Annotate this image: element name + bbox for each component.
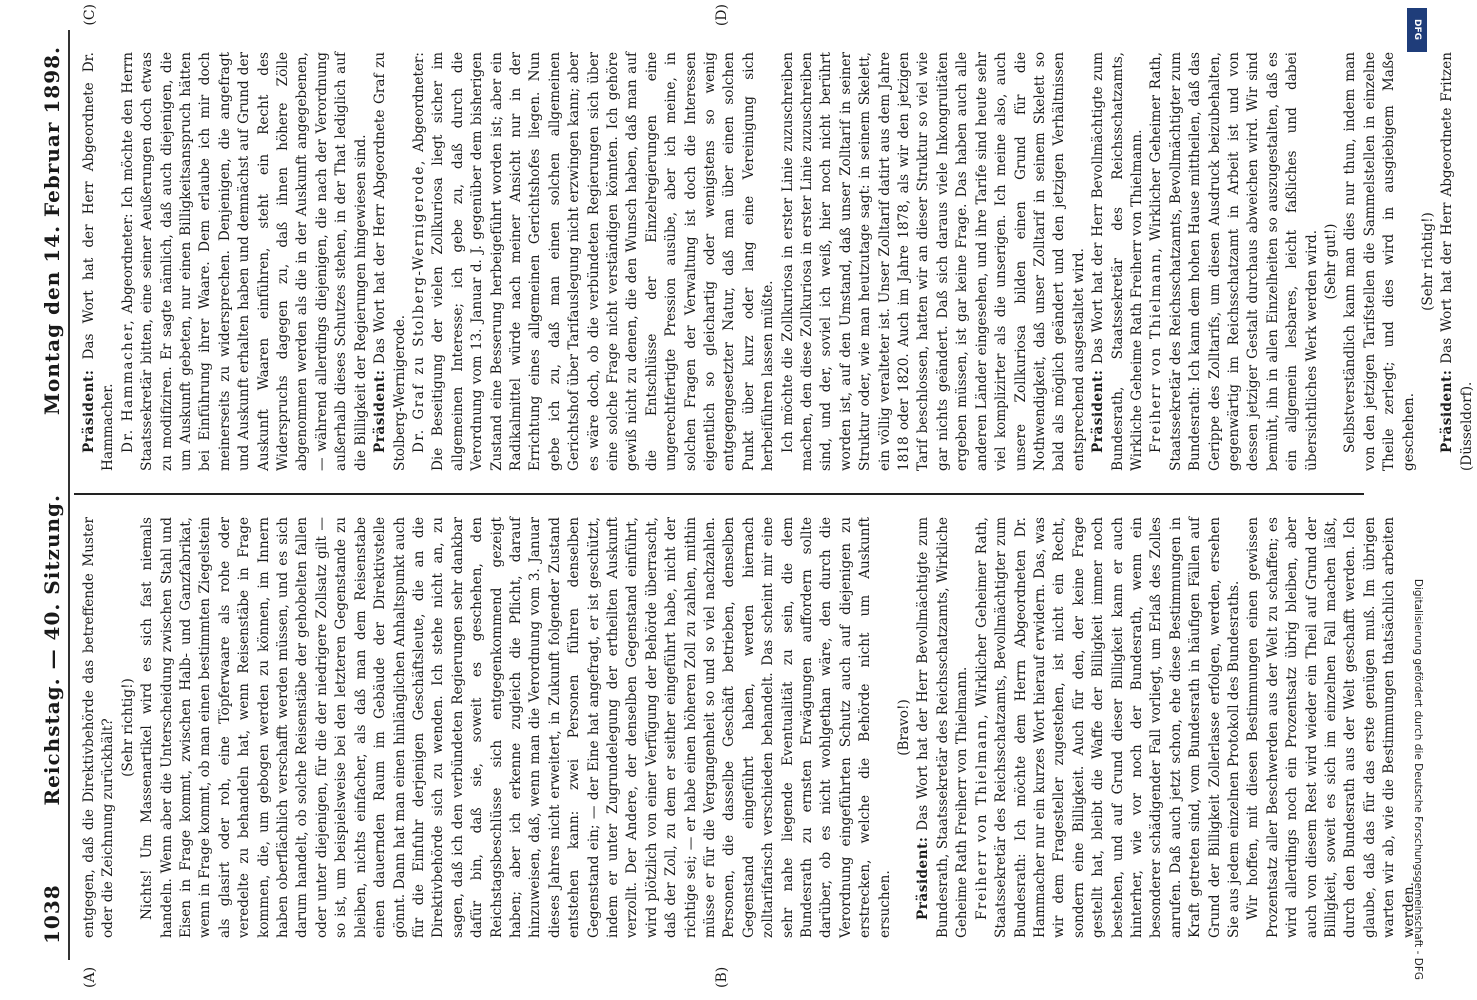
paragraph — [1089, 52, 1147, 471]
paragraph — [371, 52, 410, 471]
margin-letter-b: (B) — [714, 966, 730, 988]
margin-letter-a: (A) — [82, 966, 98, 988]
paragraph-text: Das Wort hat der Herr Abgeordnete Graf zu Stolberg-Wernigerode. — [372, 52, 408, 471]
paragraph: Selbstverständlich kann man dies nur thun, indem man von den jetzigen Tarifstellen die Sammelstellen in einzelne Theile zerlegt; und dies wird in ausgiebigem Maße geschehen. — [1342, 52, 1417, 471]
digitization-credit — [1404, 0, 1432, 1000]
paragraph: Wir hoffen, mit diesen Bestimmungen einen gewissen Prozentsatz aller Beschwerden aus der Welt zu schaffen; es wird allerdings noch ein Prozentsatz übrig bleiben, aber auch von diesem Rest wird wieder ein Theil auf Grund der Billigkeit, soweit es sich im einzelnen Fall machen läßt, durch den Bundesrath aus der Welt geschafft werden. Ich glaube, daß das für das erste genügen muß. Im übrigen warten wir ab, wie die Bestimmungen thatsächlich arbeiten werden. — [1245, 517, 1417, 938]
paragraph — [80, 52, 119, 471]
paragraph — [410, 52, 779, 471]
speaker-label: Präsident: — [81, 369, 97, 453]
speaker-label: Präsident: — [1439, 369, 1456, 453]
paragraph — [914, 517, 972, 938]
remark: (Sehr gut!) — [1323, 223, 1339, 300]
paragraph-text: Das Wort hat der Herr Abgeordnete Dr. Hammacher. — [81, 52, 117, 471]
session-date: Montag den 14. Februar 1898. — [40, 46, 64, 416]
paragraph-text: Wirklicher Geheimer Rath, Staatssekretär des Reichsschatzamts, Bevollmächtigter zum Bundesrath: Ich kann dem hohen Hause mittheilen, daß das Gerippe des Zolltarifs, um diesen Ausdruck beizubehalten, gegenwärtig im Reichsschatzamt in Arbeit ist und von dessen jetziger Gestalt durchaus abweichen wird. Wir sind bemüht, ihn in allen Einzelheiten so auszugestalten, daß es ein allgemein lesbares, leicht faßliches und dabei übersichtliches Werk werden wird. — [1148, 52, 1320, 471]
remark: (Sehr richtig!) — [119, 678, 136, 777]
left-column — [74, 495, 1417, 960]
session-title: Reichstag. — 40. Sitzung. — [40, 494, 64, 806]
paragraph-text: Abgeordneter: Die Beseitigung der vielen Zollkuriosa liegt sicher im allgemeinen Interesse; ich gebe zu, daß durch die Verordnung vom 13. Januar d. J. gegenüber dem bisherigen Zustand eine Besserung herbeigeführt worden ist; aber ein Radikalmittel würde nach meiner Ansicht nur in der Errichtung eines allgemeinen Gerichtshofes liegen. Nun gebe ich zu, daß man einen solchen allgemeinen Gerichtshof über Tarifauslegung nicht erzwingen kann; aber es wäre doch, ob die verbündeten Regierungen sich über eine solche Frage nicht verständigen könnten. Ich gehöre gewiß nicht zu denen, die den Wunsch haben, daß man auf die Entschlüsse der Einzelregierungen eine ungerechtfertigte Pression ausübe, aber ich meine, in solchen Fragen der Verwaltung ist doch die Interessen eigentlich so gleichartig oder wenigstens so wenig entgegengesetzter Natur, daß man über einen solchen Punkt über kurz oder lang eine Vereinigung sich herbeiführen lassen müßte. — [410, 52, 777, 471]
speaker-label: Präsident: — [1090, 369, 1107, 453]
speaker-name: Dr. Hammacher, — [119, 318, 136, 453]
remark: (Sehr richtig!) — [1420, 212, 1437, 311]
remark: (Bravo!) — [896, 699, 913, 756]
paragraph: entgegen, daß die Direktivbehörde das betreffende Muster oder die Zeichnung zurückhält? — [81, 517, 117, 938]
paragraph — [119, 52, 371, 471]
paragraph-text: Das Wort hat der Herr Abgeordnete Fritzen (Düsseldorf). — [1439, 52, 1475, 471]
speaker-name: Freiherr von Thielmann, — [973, 712, 990, 920]
paragraph — [1147, 52, 1322, 471]
speaker-label: Präsident: — [915, 836, 932, 920]
margin-letter-d: (D) — [714, 4, 730, 27]
paragraph-text: Das Wort hat der Herr Bevollmächtigte zum Bundesrath, Staatssekretär des Reichsschatzamts, Wirkliche Geheime Rath Freiherr von Thielmann. — [1090, 52, 1145, 471]
dfg-logo: DFG — [1407, 8, 1427, 52]
speaker-name: Dr. Graf zu Stolberg-Wernigerode, — [410, 159, 427, 453]
page-number: 1038 — [40, 884, 64, 944]
speaker-label: Präsident: — [372, 369, 389, 453]
paragraph: Nichts! Um Massenartikel wird es sich fast niemals handeln. Wenn aber die Unterscheidung zwischen Stahl und Eisen in Frage kommt, zwischen Halb- und Ganzfabrikat, wenn in Frage kommt, ob man einen bestimmten Ziegelstein als glasirt oder roh, eine Töpferwaare als rohe oder veredelte zu behandeln hat, wenn Reisenstäbe in Frage kommen, die, um gebogen werden zu können, im Innern haben oberflächlich verschafft werden müssen, und es sich darum handelt, ob solche Reisenstäbe der gehobelten fallen oder unter diejenigen, für die der niedrigere Zollsatz gilt — so ist, um beispielsweise bei den letzteren Gegenstande zu bleiben, nichts einfacher, als daß man dem Reisenstabe einen dauernden Raum im Gebäude der Direktivstelle gönnt. Dann hat man einen hinlänglichen Anhaltspunkt auch für die Einfuhr derjenigen Geschäftsleute, die an die Direktivbehörde sich zu wenden. Ich stehe nicht an, zu sagen, daß ich den verbündeten Regierungen sehr dankbar dafür bin, daß sie, soweit es geschehen, den Reichstagsbeschlüsse sich entgegenkommend gezeigt haben; aber ich erkenne zugleich die Pflicht, darauf hinzuweisen, daß, wenn man die Verordnung vom 3. Januar dieses Jahres nicht erweitert, in Zukunft folgender Zustand entstehen kann: zwei Personen führen denselben Gegenstand ein; — der Eine hat angefragt, er ist geschützt, indem er unter Zugrundelegung der ertheilten Auskunft verzollt. Der Andere, der denselben Gegenstand einführt, wird plötzlich von einer Verfügung der Behörde überrascht, daß der Zoll, zu dem er seither eingeführt habe, nicht der richtige sei; — er habe einen höheren Zoll zu zahlen, mithin müsse er für die Vergangenheit so und so viel nachzahlen. Personen, die dasselbe Geschäft betrieben, denselben Gegenstand eingeführt haben, werden hiernach zolltarifarisch verschieden behandelt. Das scheint mir eine sehr nahe liegende Eventualität zu sein, die dem Bundesrath zu ernsten Erwägungen auffordern sollte darüber, ob es nicht wohlgethan wäre, den durch die Verordnung eingeführten Schutz auch auf diejenigen zu erstrecken, welche die Behörde nicht um Auskunft ersuchen. — [139, 517, 893, 938]
paragraph: Ich möchte die Zollkuriosa in erster Linie zuzuschreiben machen, den diese Zollkuriosa in erster Linie zuzuschreiben sind, und der, soviel ich weiß, hier noch nicht berührt worden ist, auf den Umstand, daß unser Zolltarif in seiner Struktur oder, wie man heutzutage sagt: in seinem Skelett, ein völlig veralteter ist. Unser Zolltarif datirt aus dem Jahre 1818 oder 1820. Auch im Jahre 1878, als wir den jetzigen Tarif beschlossen, hatten wir an dieser Struktur so viel wie gar nichts geändert. Daß sich daraus viele Inkongruitäten ergeben müssen, ist gar keine Frage. Das haben auch alle anderen Länder eingesehen, und ihre Tarife sind heute sehr viel komplizirter als die unserigen. Ich meine also, auch unsere Zollkuriosa bilden einen Grund für die Nothwendigkeit, daß unser Zolltarif in seinem Skelett so bald als möglich geändert und den jetzigen Verhältnissen entsprechend ausgestaltet wird. — [779, 52, 1087, 471]
paragraph — [1438, 52, 1477, 471]
paragraph-text: Wirklicher Geheimer Rath, Staatssekretär des Reichsschatzamts, Bevollmächtigter zum Bundesrath: Ich möchte dem Herrn Abgeordneten Dr. Hammacher nur ein kurzes Wort hierauf erwidern. Das, was wir dem Fragesteller zugestehen, ist nicht ein Recht, sondern eine Billigkeit. Auch für den, der keine Frage gestellt hat, bleibt die Waffe der Billigkeit immer noch bestehen, und auf Grund dieser Billigkeit kann er auch hinterher, wie vor noch der Bundesrath, wenn ein besonderer schädigender Fall vorliegt, um Erlaß des Zolles anrufen. Daß auch jetzt schon, ehe diese Bestimmungen in Kraft getreten sind, vom Bundesrath in häufigen Fällen auf Grund der Billigkeit Zollerlasse erfolgen, werden, ersehen Sie aus jedem einzelnen Protokoll des Bundesraths. — [973, 517, 1242, 938]
paragraph-text: Abgeordneter: Ich möchte den Herrn Staatssekretär bitten, eine seiner Aeußerungen doch etwas zu modifiziren. Er sagte nämlich, daß auch diejenigen, die um Auskunft gebeten, nur einen Billigkeitsanspruch hätten bei Einführung ihrer Waare. Dem erlaube ich mir doch meinerseits zu widersprechen. Denjenigen, die angefragt und Auskunft erhalten haben und demnächst auf Grund der Auskunft Waaren einführen, steht ein Recht des Widerspruchs dagegen zu, daß ihnen höhere Zölle abgenommen werden als die in der Auskunft angegebenen, — während allerdings diejenigen, die nach der Verordnung außerhalb dieses Schutzes stehen, in der That lediglich auf die Billigkeit der Regierungen hingewiesen sind. — [119, 52, 369, 471]
speaker-name: Freiherr von Thielmann, — [1148, 246, 1165, 453]
margin-letter-c: (C) — [82, 4, 98, 26]
credit-text: Digitalisierung gefördert durch die Deutsche Forschungsgemeinschaft - DFG — [1412, 578, 1424, 980]
paragraph — [973, 517, 1245, 938]
running-head — [40, 30, 70, 960]
paragraph-text: Das Wort hat der Herr Bevollmächtigte zum Bundesrath, Staatssekretär des Reichsschatzamts, Wirkliche Geheime Rath Freiherr von Thielmann. — [915, 517, 971, 938]
